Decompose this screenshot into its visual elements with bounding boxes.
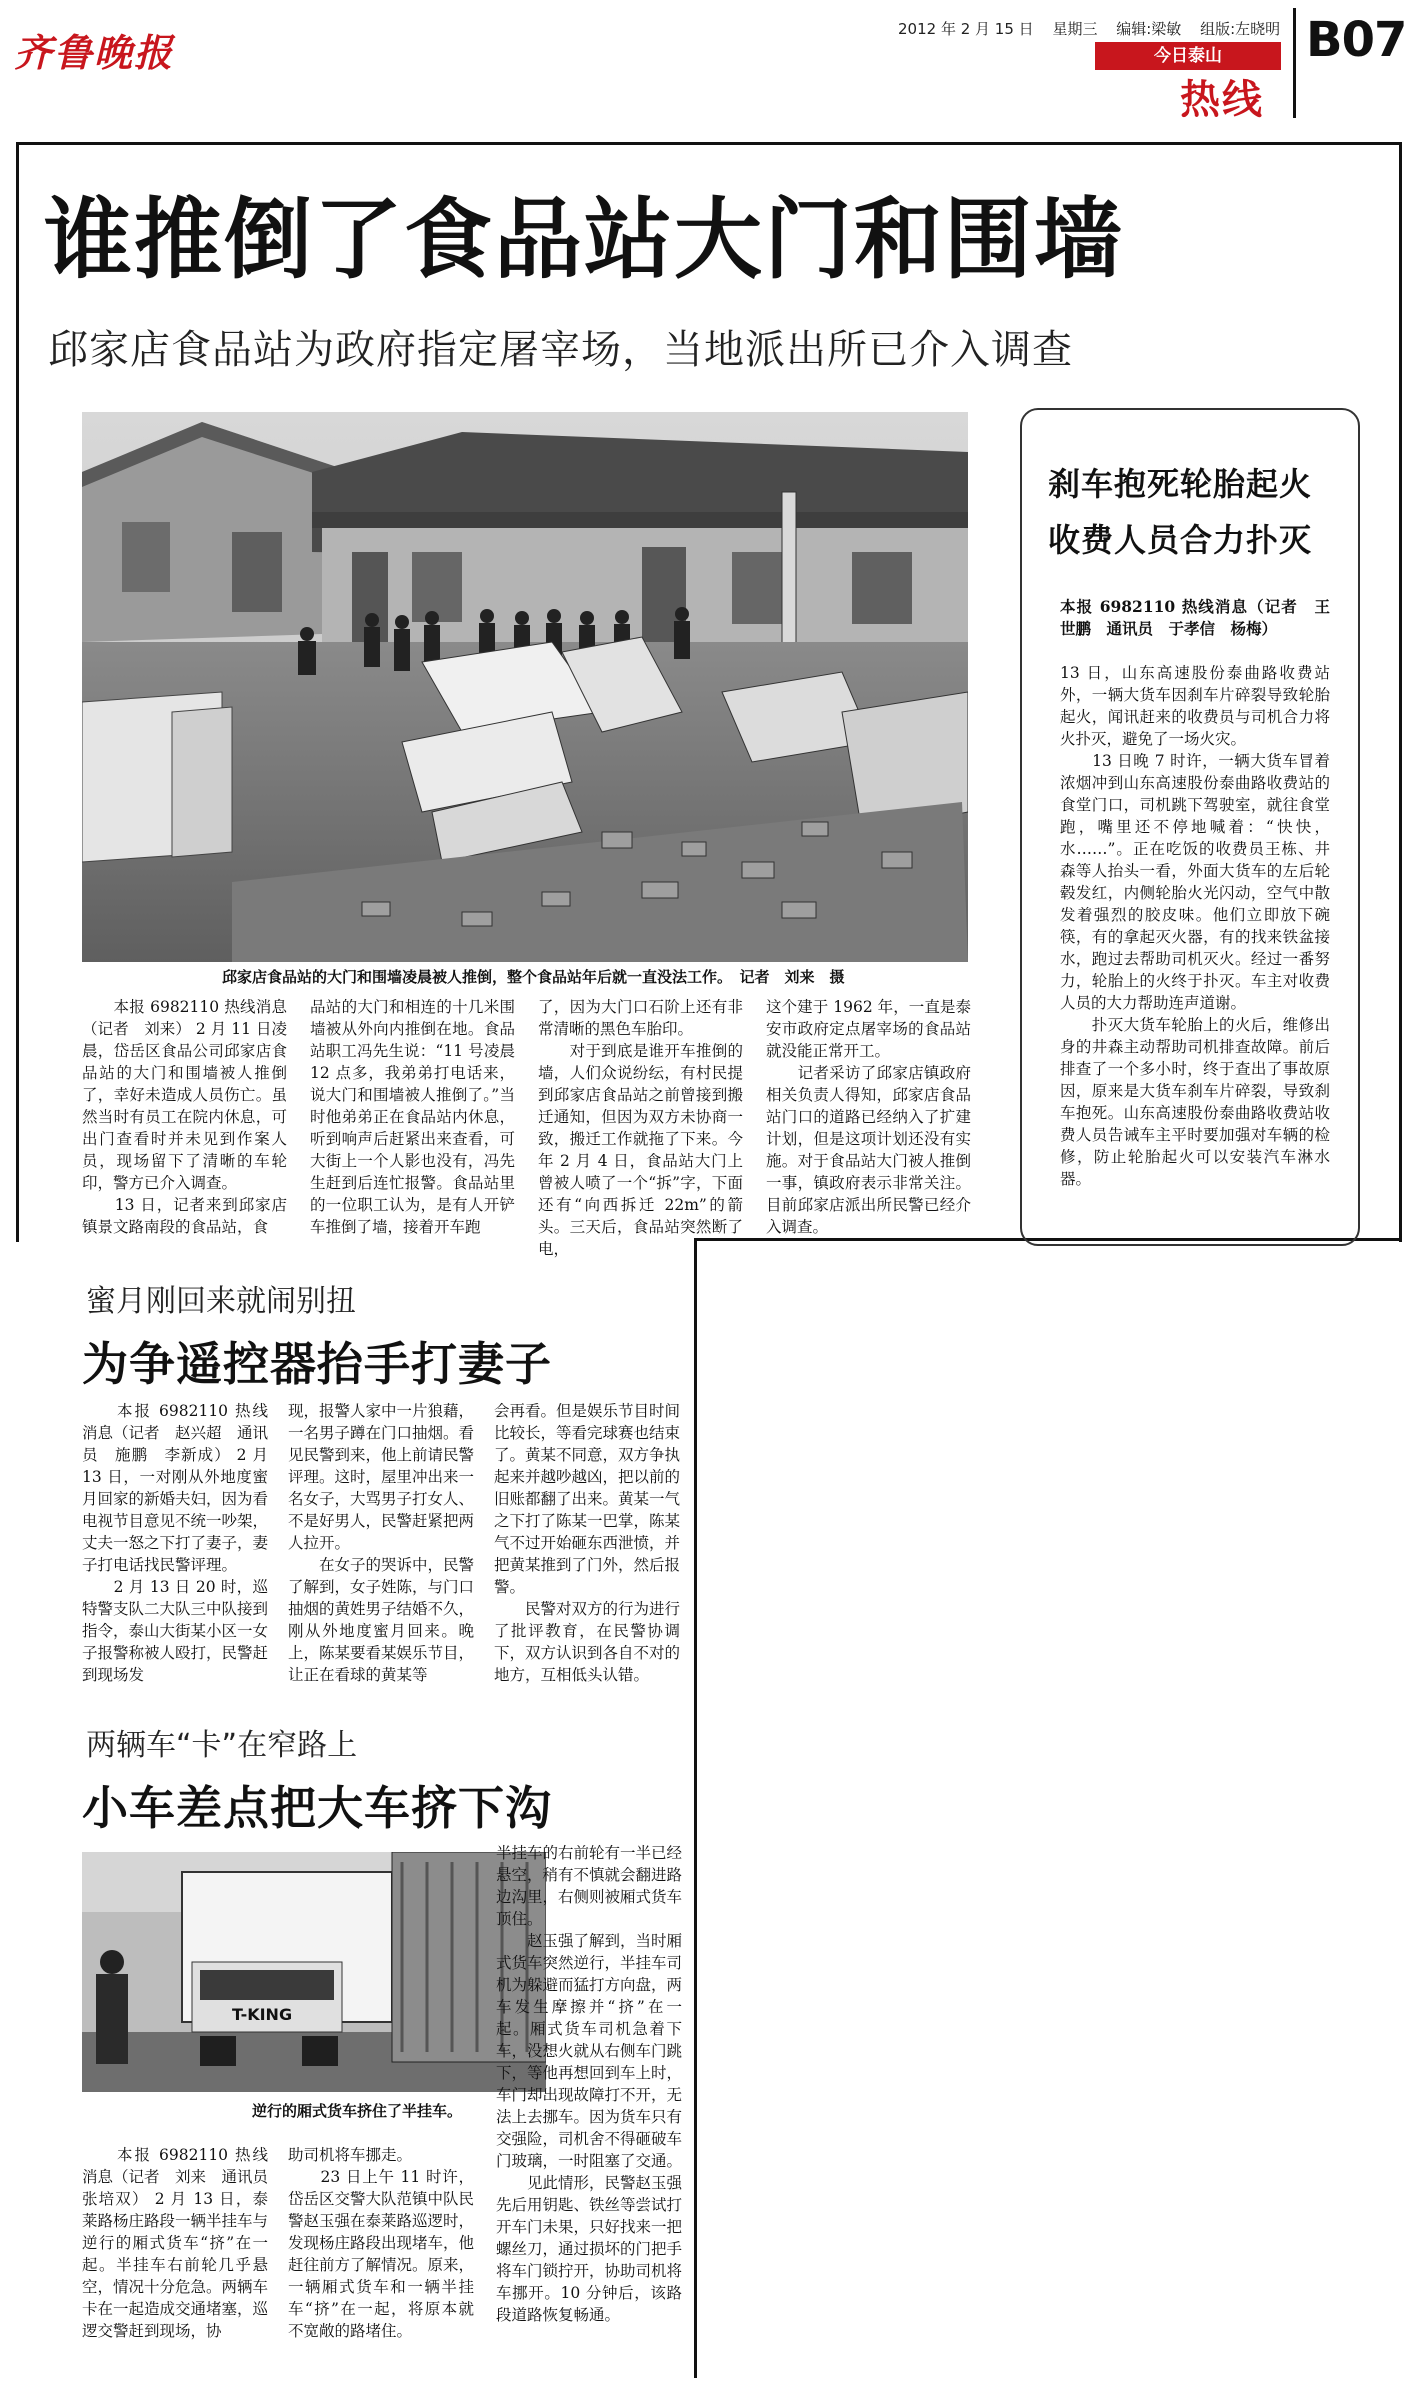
main-photo-caption: 邱家店食品站的大门和围墙凌晨被人推倒，整个食品站年后就一直没法工作。 记者 刘来 摄: [222, 968, 845, 986]
issue-date: 2012 年 2 月 15 日: [898, 20, 1034, 38]
section-bar: 今日泰山: [1095, 42, 1281, 70]
collapsed-wall-photo-illustration: [82, 412, 968, 962]
main-story-column-2: 品站的大门和相连的十几米围墙被从外向内推倒在地。食品站职工冯先生说：“11 号凌晨 12 点多，我弟弟打电话来，说大门和围墙被人推倒了。”当时他弟弟正在食品站内休息，听到响声后赶紧出来查看，可大街上一个人影也没有，冯先生赶到后连忙报警。食品站里的一位职工认为，是有人开铲车推倒了墙，接着开车跑: [310, 998, 515, 1236]
sidebar-byline: 本报 6982110 热线消息（记者 王世鹏 通讯员 于孝信 杨梅）: [1060, 597, 1330, 638]
sidebar-title-line-2: 收费人员合力扑灭: [1048, 521, 1313, 559]
main-headline: 谁推倒了食品站大门和围墙: [44, 188, 1125, 291]
story2-headline: 为争遥控器抬手打妻子: [82, 1337, 552, 1391]
story2-column-1: 本报 6982110 热线消息（记者 赵兴超 通讯员 施鹏 李新成） 2 月 13 日，一对刚从外地度蜜月回家的新婚夫妇，因为看电视节目意见不统一吵架，丈夫一怒之下打了妻子，妻子打电话找民警评理。 2 月 13 日 20 时，巡特警支队二大队三中队接到指令，泰山大街某小区一女子报警称被人殴打，民警赶到现场发: [82, 1402, 269, 1684]
story3-right-column: 半挂车的右前轮有一半已经悬空，稍有不慎就会翻进路边沟里，右侧则被厢式货车顶住。 赵玉强了解到，当时厢式货车突然逆行，半挂车司机为躲避而猛打方向盘，两车发生摩擦并“挤”在一起。厢式货车司机急着下车，没想火就从右侧车门跳下，等他再想回到车上时，车门却出现故障打不开，无法上去挪车。因为货车只有交强险，司机舍不得砸破车门玻璃，一时阻塞了交通。 见此情形，民警赵玉强先后用钥匙、铁丝等尝试打开车门未果，只好找来一把螺丝刀，通过损坏的门把手将车门锁拧开，协助司机将车挪开。10 分钟后，该路段道路恢复畅通。: [496, 1844, 683, 2324]
page-number-divider: [1293, 8, 1296, 118]
story3-column-2: 助司机将车挪走。 23 日上午 11 时许，岱岳区交警大队范镇中队民警赵玉强在泰莱路巡逻时，发现杨庄路段出现堵车，他赶往前方了解情况。原来，一辆厢式货车和一辆半挂车“挤”在一起，将原本就不宽敞的路堵住。: [288, 2146, 475, 2340]
issue-weekday: 星期三: [1052, 20, 1098, 38]
main-subhead: 邱家店食品站为政府指定屠宰场，当地派出所已介入调查: [48, 327, 1073, 373]
main-photo: [82, 412, 968, 962]
story3-photo-caption: 逆行的厢式货车挤住了半挂车。: [252, 2102, 463, 2120]
page-number: B07: [1306, 12, 1407, 68]
section-title: 热线: [1180, 76, 1264, 123]
truck-brand-label: T-KING: [232, 2005, 293, 2024]
sidebar-body: 13 日，山东高速股份泰曲路收费站外，一辆大货车因刹车片碎裂导致轮胎起火，闻讯赶来的收费员与司机合力将火扑灭，避免了一场火灾。 13 日晚 7 时许，一辆大货车冒着浓烟冲到山东高速股份泰曲路收费站的食堂门口，司机跳下驾驶室，就往食堂跑，嘴里还不停地喊着：“快快，水……”。正在吃饭的收费员王栋、井森等人抬头一看，外面大货车的左后轮毂发红，内侧轮胎火光闪动，空气中散发着强烈的胶皮味。他们立即放下碗筷，有的拿起灭火器，有的找来铁盆接水，跑过去帮助司机灭火。经过一番努力，轮胎上的火终于扑灭。车主对收费人员的大力帮助连声道谢。 扑灭大货车轮胎上的火后，维修出身的井森主动帮助司机排查故障。前后排查了一个多小时，终于查出了事故原因，原来是大货车刹车片碎裂，导致刹车抱死。山东高速股份泰曲路收费站收费人员告诫车主平时要加强对车辆的检修，防止轮胎起火可以安装汽车淋水器。: [1060, 664, 1330, 1188]
story2-kicker: 蜜月刚回来就闹别扭: [86, 1284, 356, 1319]
trucks-photo-illustration: [82, 1852, 546, 2092]
story2-column-3: 会再看。但是娱乐节目时间比较长，等看完球赛也结束了。黄某不同意，双方争执起来并越吵越凶，把以前的旧账都翻了出来。黄某一气之下打了陈某一巴掌，陈某气不过开始砸东西泄愤，并把黄某推到了门外，然后报警。 民警对双方的行为进行了批评教育，在民警协调下，双方认识到各自不对的地方，互相低头认错。: [494, 1402, 681, 1684]
sidebar-title-line-1: 刹车抱死轮胎起火: [1048, 465, 1313, 503]
frame-divider-vertical: [694, 1238, 697, 2378]
issue-meta: [898, 18, 1294, 39]
issue-layout-editor: 组版:左晓明: [1200, 20, 1281, 38]
sidebar-title: [1048, 456, 1312, 568]
story2-column-2: 现，报警人家中一片狼藉，一名男子蹲在门口抽烟。看见民警到来，他上前请民警评理。这时，屋里冲出来一名女子，大骂男子打女人、不是好男人，民警赶紧把两人拉开。 在女子的哭诉中，民警了解到，女子姓陈，与门口抽烟的黄姓男子结婚不久，刚从外地度蜜月回来。晚上，陈某要看某娱乐节目，让正在看球的黄某等: [288, 1402, 475, 1684]
story3-photo: [82, 1852, 546, 2092]
main-story-column-1: 本报 6982110 热线消息（记者 刘来） 2 月 11 日凌晨，岱岳区食品公司邱家店食品站的大门和围墙被人推倒了，幸好未造成人员伤亡。虽然当时有员工在院内休息，可出门查看时并未见到作案人员，现场留下了清晰的车轮印，警方已介入调查。 13 日，记者来到邱家店镇景文路南段的食品站，食: [82, 998, 287, 1236]
newspaper-logo: 齐鲁晚报: [14, 30, 175, 75]
story3-kicker: 两辆车“卡”在窄路上: [86, 1728, 358, 1763]
story3-column-1: 本报 6982110 热线消息（记者 刘来 通讯员 张培双） 2 月 13 日，泰莱路杨庄路段一辆半挂车与逆行的厢式货车“挤”在一起。半挂车右前轮几乎悬空，情况十分危急。两辆车卡在一起造成交通堵塞，巡逻交警赶到现场，协: [82, 2146, 284, 2340]
issue-editor: 编辑:梁敏: [1116, 20, 1182, 38]
story3-headline: 小车差点把大车挤下沟: [82, 1781, 552, 1835]
main-story-column-4: 这个建于 1962 年，一直是泰安市政府定点屠宰场的食品站就没能正常开工。 记者采访了邱家店镇政府相关负责人得知，邱家店食品站门口的道路已经纳入了扩建计划，但是这项计划还没有实施。对于食品站大门被人推倒一事，镇政府表示非常关注。目前邱家店派出所民警已经介入调查。: [766, 998, 971, 1236]
main-story-column-3: 了，因为大门口石阶上还有非常清晰的黑色车胎印。 对于到底是谁开车推倒的墙，人们众说纷纭，有村民提到邱家店食品站之前曾接到搬迁通知，但因为双方未协商一致，搬迁工作就拖了下来。今年 2 月 4 日，食品站大门上曾被人喷了一个“拆”字，下面还有“向西拆迁 22m”的箭头。三天后，食品站突然断了电，: [538, 998, 743, 1258]
